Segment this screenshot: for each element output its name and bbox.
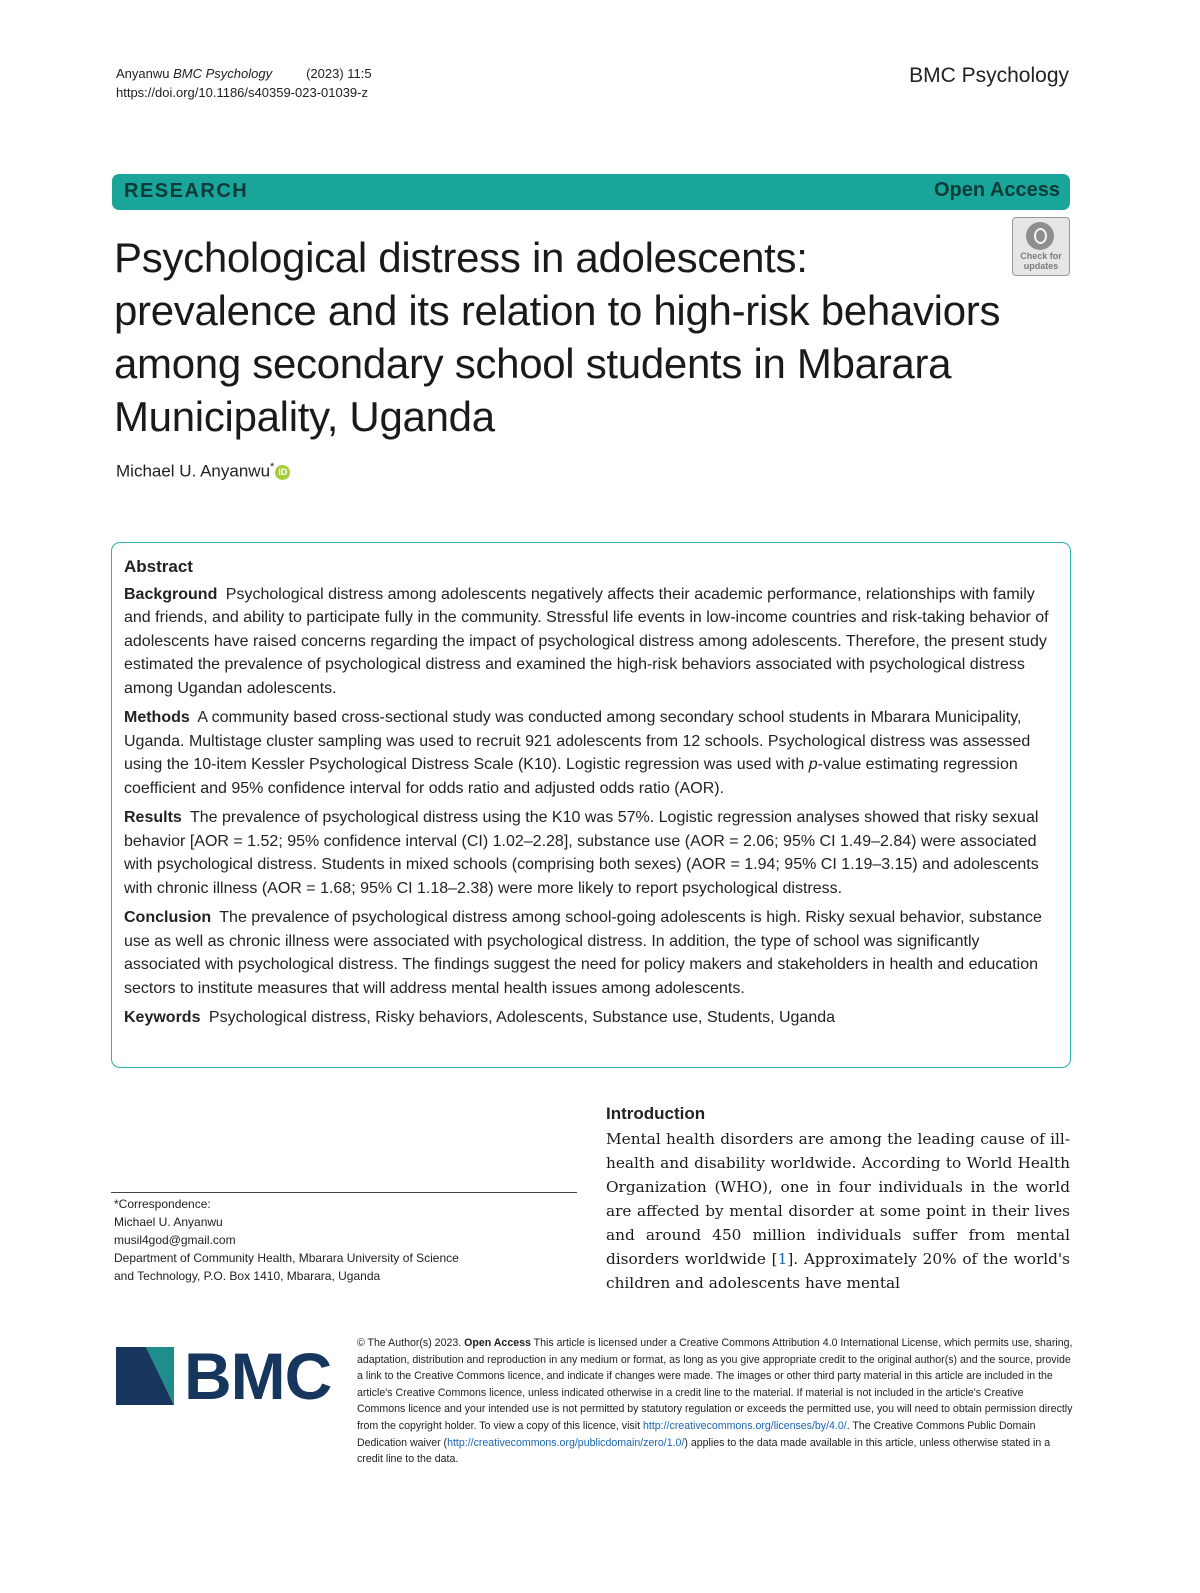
license-body-3: ) applies to the data made available in this article, unless otherwise stated in a credit line to the data.	[357, 1436, 1051, 1466]
results-text: The prevalence of psychological distress using the K10 was 57%. Logistic regression analyses showed that risky sexual behavior [AOR = 1.52; 95% confidence interval (CI) 1.02–2.28], substance use (AOR = 2.06; 95% CI 1.49–2.84) were associated with psychological distress. Students in mixed schools (comprising both sexes) (AOR = 1.94; 95% CI 1.19–3.15) and adolescents with chronic illness (AOR = 1.68; 95% CI 1.18–2.38) were more likely to report psychological distress.	[124, 809, 1039, 897]
research-bar	[112, 174, 1070, 210]
article-type-label: RESEARCH	[124, 180, 249, 202]
correspondence-footnote	[114, 1195, 574, 1285]
journal-name: BMC Psychology	[909, 64, 1069, 87]
intro-text-b: ]. Approximately 20% of the world's children and adolescents have mental	[606, 1250, 1071, 1292]
background-text: Psychological distress among adolescents negatively affects their academic performance, relationships with family and friends, and ability to participate fully in the community. Stressful life events in low-income countries and risk-taking behavior of adolescents have raised concerns regarding the impact of psychological distress among adolescents. Therefore, the present study estimated the prevalence of psychological distress and examined the high-risk behaviors associated with psychological distress among Ugandan adolescents.	[124, 585, 1049, 697]
abstract-results	[124, 806, 1058, 900]
bmc-logo	[116, 1337, 331, 1417]
reference-link[interactable]: 1	[777, 1250, 788, 1268]
intro-text-a: Mental health disorders are among the leading cause of ill-health and disability worldwide. According to World Health Organization (WHO), one in four individuals in the world are affected by mental disorder at some point in their lives and around 450 million individuals suffer from mental disorders worldwide [	[606, 1130, 1070, 1268]
check-updates-icon	[1026, 222, 1054, 250]
license-body-2: . The Creative Commons Public Domain Dedication waiver (	[357, 1419, 1036, 1449]
license-link-zero[interactable]: http://creativecommons.org/publicdomain/zero/1.0/	[447, 1436, 685, 1449]
license-body: This article is licensed under a Creative Commons Attribution 4.0 International License, which permits use, sharing, adaptation, distribution and reproduction in any medium or format, as long as you give appropriate credit to the original author(s) and the source, provide a link to the Creative Commons licence, and indicate if changes were made. The images or other third party material in this article are included in the article's Creative Commons licence, unless indicated otherwise in a credit line to the material. If material is not included in the article's Creative Commons licence and your intended use is not permitted by statutory regulation or exceeds the permitted use, you will need to obtain permission directly from the copyright holder. To view a copy of this licence, visit	[357, 1337, 1073, 1432]
citation-header	[116, 64, 372, 102]
abstract-methods	[124, 706, 1058, 800]
abstract-box	[111, 542, 1071, 1068]
doi-link[interactable]: https://doi.org/10.1186/s40359-023-01039-z	[116, 85, 368, 100]
open-access-label: Open Access	[934, 179, 1060, 201]
correspondence-name: Michael U. Anyanwu	[114, 1215, 223, 1229]
abstract-conclusion	[124, 906, 1058, 1000]
cite-author: Anyanwu	[116, 66, 170, 81]
conclusion-label: Conclusion	[124, 909, 212, 926]
check-updates-line1: Check for	[1020, 251, 1062, 261]
correspondence-label: *Correspondence:	[114, 1197, 211, 1211]
license-link-by[interactable]: http://creativecommons.org/licenses/by/4.0/	[642, 1419, 847, 1432]
abstract-keywords	[124, 1006, 1058, 1030]
check-for-updates-badge[interactable]	[1012, 217, 1070, 276]
keywords-label: Keywords	[124, 1009, 201, 1026]
keywords-text: Psychological distress, Risky behaviors, Adolescents, Substance use, Students, Uganda	[208, 1009, 836, 1026]
author-name: Michael U. Anyanwu	[116, 461, 271, 481]
footnote-divider	[111, 1192, 577, 1193]
cite-journal: BMC Psychology	[173, 66, 273, 81]
abstract-heading: Abstract	[124, 557, 193, 576]
p-symbol: p	[808, 756, 818, 773]
license-text	[357, 1335, 1073, 1468]
introduction-text	[606, 1127, 1070, 1295]
bmc-logo-mark-icon	[116, 1337, 182, 1415]
results-label: Results	[124, 809, 182, 826]
methods-text: A community based cross-sectional study was conducted among secondary school students in Mbarara Municipality, Uganda. Multistage cluster sampling was used to recruit 921 adolescents from 12 schools. Psychological distress was assessed using the 10-item Kessler Psychological Distress Scale (K10). Logistic regression was used with	[124, 709, 1031, 773]
corresponding-mark: *	[270, 461, 275, 473]
license-open-access: Open Access	[464, 1337, 531, 1349]
introduction-heading: Introduction	[606, 1104, 706, 1123]
methods-text-cont: -value estimating regression coefficient and 95% confidence interval for odds ratio and adjusted odds ratio (AOR).	[124, 756, 1018, 797]
conclusion-text: The prevalence of psychological distress among school-going adolescents is high. Risky sexual behavior, substance use as well as chronic illness were associated with psychological distress. In addition, the type of school was significantly associated with psychological distress. The findings suggest the need for policy makers and stakeholders in health and education sectors to institute measures that will address mental health issues among adolescents.	[124, 909, 1042, 997]
license-copyright: © The Author(s) 2023.	[357, 1337, 462, 1349]
correspondence-email[interactable]: musil4god@gmail.com	[114, 1233, 236, 1247]
abstract-background	[124, 583, 1058, 701]
affiliation-line2: and Technology, P.O. Box 1410, Mbarara, Uganda	[114, 1269, 381, 1283]
affiliation-line1: Department of Community Health, Mbarara University of Science	[114, 1251, 459, 1265]
orcid-icon[interactable]: iD	[275, 465, 290, 480]
check-updates-line2: updates	[1023, 261, 1059, 271]
article-title: Psychological distress in adolescents: prevalence and its relation to high-risk behaviors among secondary school students in Mbarara Municipality, Uganda	[114, 234, 1001, 440]
bmc-logo-text: BMC	[184, 1339, 332, 1413]
background-label: Background	[124, 585, 218, 603]
cite-year-volume: (2023) 11:5	[306, 66, 372, 81]
author-line	[116, 461, 290, 482]
methods-label: Methods	[124, 709, 190, 726]
